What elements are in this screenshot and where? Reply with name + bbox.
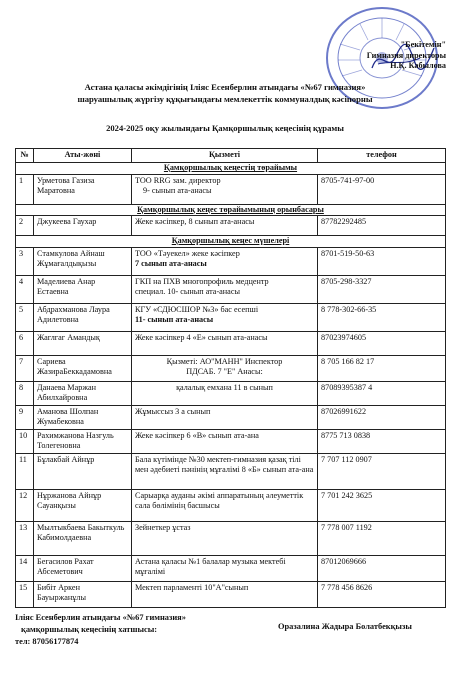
header-phone: телефон xyxy=(318,149,446,163)
header-position: Қызметі xyxy=(132,149,318,163)
row-number: 14 xyxy=(16,555,34,581)
approval-name: Н.Қ. Кабылова xyxy=(390,61,446,70)
member-name: Маделиева Анар Естаевна xyxy=(34,275,132,303)
table-row xyxy=(16,453,446,489)
member-position: Жеке кәсіпкер, 8 сынып ата-анасы xyxy=(132,216,318,236)
approval-position: Гимназия директоры xyxy=(366,50,446,60)
footer-role: қамқоршылық кеңесінің хатшысы: xyxy=(21,625,158,634)
member-name: Бибіт Аркен Бауыржанұлы xyxy=(34,581,132,607)
member-phone: 7 778 456 8626 xyxy=(318,581,446,607)
member-position xyxy=(132,303,318,331)
row-number: 10 xyxy=(16,429,34,453)
section-chair: Қамқоршылық кеңестің төрайымы xyxy=(16,163,446,175)
table-header-row xyxy=(16,149,446,163)
member-phone: 7 701 242 3625 xyxy=(318,489,446,521)
member-position: Жеке кәсіпкер 4 «Е» сынып ата-анасы xyxy=(132,331,318,355)
table-row xyxy=(16,555,446,581)
position-line: ТОО RRG зам. директор xyxy=(135,175,221,185)
row-number: 11 xyxy=(16,453,34,489)
member-name: Аманова Шолпан Жумабековна xyxy=(34,405,132,429)
position-line: 7 сынып ата-анасы xyxy=(135,259,207,268)
position-line: ПДСАБ. 7 "Е" Анасы: xyxy=(186,367,263,376)
member-position: Сарыарқа ауданы әкімі аппаратының әлеуметтік сала бөлімінің басшысы xyxy=(132,489,318,521)
document-heading xyxy=(0,81,450,105)
member-position xyxy=(132,355,318,381)
member-name: Бегасилов Рахат Абсеметович xyxy=(34,555,132,581)
section-row xyxy=(16,204,446,216)
table-row xyxy=(16,331,446,355)
member-position: Жұмыссыз 3 а сынып xyxy=(132,405,318,429)
row-number: 13 xyxy=(16,521,34,555)
member-position: Мектеп парламенті 10"А"сынып xyxy=(132,581,318,607)
document-subtitle: 2024-2025 оқу жылындағы Қамқоршылық кеңесінің құрамы xyxy=(106,123,344,133)
member-position: қалалық емхана 11 в сынып xyxy=(132,381,318,405)
table-row xyxy=(16,381,446,405)
row-number: 1 xyxy=(16,174,34,204)
member-name: Данаева Маржан Абилхайровна xyxy=(34,381,132,405)
table-row xyxy=(16,174,446,204)
position-line: Қызметі: АО"МАНН" Инспектор xyxy=(166,356,283,366)
section-deputy: Қамқоршылық кеңес төрайымының орынбасары xyxy=(16,204,446,216)
member-position: Зейнеткер ұстаз xyxy=(132,521,318,555)
row-number: 12 xyxy=(16,489,34,521)
table-row xyxy=(16,247,446,275)
member-phone: 87023974605 xyxy=(318,331,446,355)
table-row xyxy=(16,521,446,555)
section-row xyxy=(16,236,446,248)
member-position xyxy=(132,275,318,303)
approval-block xyxy=(336,40,446,72)
member-name: Сариева ЖазираБеккадамовна xyxy=(34,355,132,381)
member-position xyxy=(132,174,318,204)
position-line: 11- сынып ата-анасы xyxy=(135,315,214,324)
row-number: 3 xyxy=(16,247,34,275)
table-row xyxy=(16,303,446,331)
header-num: № xyxy=(16,149,34,163)
section-members: Қамқоршылық кеңес мүшелері xyxy=(16,236,446,248)
member-position: Астана қаласы №1 балалар музыка мектебі мұғалімі xyxy=(132,555,318,581)
row-number: 6 xyxy=(16,331,34,355)
member-phone: 8701-519-50-63 xyxy=(318,247,446,275)
footer-phone: тел: 87056177874 xyxy=(15,637,79,646)
member-phone: 87012069666 xyxy=(318,555,446,581)
member-phone: 7 707 112 0907 xyxy=(318,453,446,489)
member-phone: 87026991622 xyxy=(318,405,446,429)
member-name: Нұржанова Айнұр Сауанқызы xyxy=(34,489,132,521)
member-name: Абдрахманова Лаура Адилетовна xyxy=(34,303,132,331)
row-number: 8 xyxy=(16,381,34,405)
header-name: Аты-жөні xyxy=(34,149,132,163)
member-phone: 8775 713 0838 xyxy=(318,429,446,453)
member-position: Бала күтімінде №30 мектеп-гимназия қазақ тілі мен әдебиеті пәнінің мұғалімі 8 «Б» сынып ата-ана xyxy=(132,453,318,489)
row-number: 9 xyxy=(16,405,34,429)
footer-signer: Оразалина Жадыра Болатбекқызы xyxy=(278,622,412,631)
member-position xyxy=(132,247,318,275)
section-row xyxy=(16,163,446,175)
approval-title: "Бекітемін" xyxy=(400,40,446,49)
member-name: Жаглгаг Амандық xyxy=(34,331,132,355)
member-name: Бұлакбай Айнұр xyxy=(34,453,132,489)
table-row xyxy=(16,216,446,236)
table-row xyxy=(16,489,446,521)
member-phone: 8705-298-3327 xyxy=(318,275,446,303)
member-name: Джукеева Гаухар xyxy=(34,216,132,236)
position-line: ТОО «Тәуекел» жеке кәсіпкер xyxy=(135,248,240,258)
row-number: 4 xyxy=(16,275,34,303)
table-row xyxy=(16,405,446,429)
member-name: Урметова Газиза Маратовна xyxy=(34,174,132,204)
member-phone: 87782292485 xyxy=(318,216,446,236)
footer-block xyxy=(15,612,186,648)
position-line: 9- сынып ата-анасы xyxy=(143,186,212,195)
member-name: Рахимжанова Назгуль Толегеновна xyxy=(34,429,132,453)
footer-school: Іліяс Есенберлин атындағы «№67 гимназия» xyxy=(15,613,186,622)
position-line: КГУ «СДЮСШОР №3» бас есепші xyxy=(135,304,259,314)
row-number: 2 xyxy=(16,216,34,236)
heading-line-2: шаруашылық жүргізу құқығындағы мемлекеттік коммуналдық кәсіпорны xyxy=(77,94,373,104)
member-phone: 8705-741-97-00 xyxy=(318,174,446,204)
table-row xyxy=(16,429,446,453)
council-table xyxy=(15,148,446,608)
member-name: Мылтыкбаева Бакыткуль Кабимолдаевна xyxy=(34,521,132,555)
row-number: 15 xyxy=(16,581,34,607)
member-phone: 87089395387 4 xyxy=(318,381,446,405)
member-phone: 7 778 007 1192 xyxy=(318,521,446,555)
table-row xyxy=(16,581,446,607)
table-row xyxy=(16,355,446,381)
position-line: специал. 10- сынып ата-анасы xyxy=(135,287,240,296)
member-name: Стамкулова Айнаш Жұмағалдықызы xyxy=(34,247,132,275)
row-number: 5 xyxy=(16,303,34,331)
heading-line-1: Астана қаласы әкімдігінің Іліяс Есенберлин атындағы «№67 гимназия» xyxy=(84,82,366,92)
member-phone: 8 705 166 82 17 xyxy=(318,355,446,381)
table-row xyxy=(16,275,446,303)
member-position: Жеке кәсіпкер 6 «В» сынып ата-ана xyxy=(132,429,318,453)
row-number: 7 xyxy=(16,355,34,381)
member-phone: 8 778-302-66-35 xyxy=(318,303,446,331)
position-line: ГКП на ПХВ многопрофиль медцентр xyxy=(135,276,269,286)
